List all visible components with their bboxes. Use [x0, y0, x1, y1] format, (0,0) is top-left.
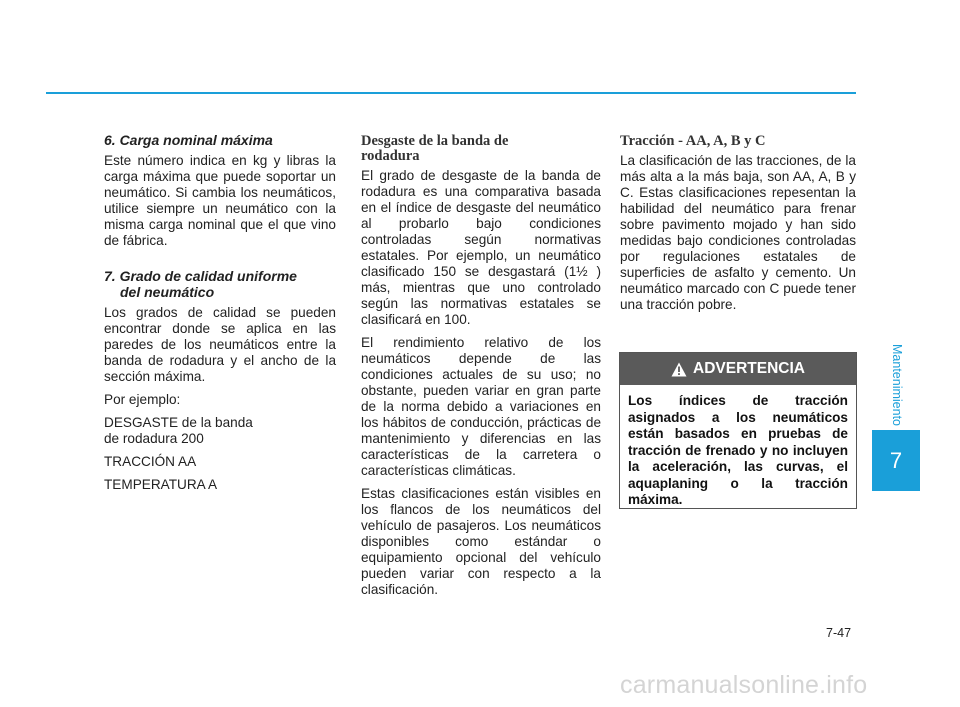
column-middle	[361, 134, 601, 605]
warning-box	[619, 352, 857, 509]
watermark-text: carmanualsonline.info	[620, 671, 868, 699]
heading-carga-nominal: 6. Carga nominal máxima	[104, 132, 273, 148]
heading-desgaste: Desgaste de la banda de rodadura	[361, 133, 509, 164]
paragraph-desgaste-2: El rendimiento relativo de los neumáticos depende de las condiciones actuales de su uso; no obstante, pueden variar en gran parte de la norma debido a variaciones en los hábitos de conducción, prácticas de mantenimiento y diferencias en las características de la carretera o características climáticas.	[361, 335, 601, 478]
warning-text: Los índices de tracción asignados a los neumáticos están basados en pruebas de tracción de frenado y no incluyen la aceleración, las curvas, el aquaplaning o la tracción máxima.	[628, 393, 848, 507]
example-line-desgaste: DESGASTE de la banda de rodadura 200	[104, 415, 253, 446]
chapter-tab: 7	[872, 430, 920, 491]
warning-title: ADVERTENCIA	[693, 360, 805, 377]
side-section-label: Mantenimiento	[890, 344, 904, 426]
paragraph-carga-nominal: Este número indica en kg y libras la carga máxima que puede soportar un neumático. Si cambia los neumáticos, utilice siempre un neumático con la misma carga nominal que el que vino de fábrica.	[104, 153, 336, 248]
example-line-temperatura: TEMPERATURA A	[104, 477, 218, 492]
warning-triangle-icon	[671, 362, 687, 377]
example-line-traccion: TRACCIÓN AA	[104, 454, 197, 469]
paragraph-traccion: La clasificación de las tracciones, de la más alta a la más baja, son AA, A, B y C. Estas clasificaciones repesentan la habilidad del neumático para frenar sobre pavimento mojado y han sido medidas bajo condiciones controladas por regulaciones estatales de superficies de asfalto y cemento. Un neumático marcado con C puede tener una tracción pobre.	[620, 153, 856, 312]
header-rule	[46, 92, 856, 94]
paragraph-desgaste-3: Estas clasificaciones están visibles en los flancos de los neumáticos del vehículo de pasajeros. Los neumáticos disponibles como estándar o equipamiento opcional del vehículo pueden variar con respecto a la clasificación.	[361, 486, 601, 597]
heading-grado-calidad: 7. Grado de calidad uniforme del neumático	[104, 268, 297, 300]
warning-header	[620, 353, 856, 385]
column-left	[104, 132, 336, 493]
paragraph-ejemplo: Por ejemplo:	[104, 392, 181, 407]
paragraph-desgaste-1: El grado de desgaste de la banda de rodadura es una comparativa basada en el índice de desgaste del neumático al probarlo bajo condiciones controladas según normativas estatales. Por ejemplo, un neumático clasificado 150 se desgastará (1½ ) más, mientras que uno controlado según las normativas estatales se clasificará en 100.	[361, 168, 601, 327]
paragraph-grado-calidad: Los grados de calidad se pueden encontrar donde se aplica en las paredes de los neumáticos entre la banda de rodadura y el ancho de la sección máxima.	[104, 305, 336, 384]
heading-traccion: Tracción - AA, A, B y C	[620, 133, 766, 149]
column-right	[620, 134, 856, 320]
page-number: 7-47	[826, 626, 852, 640]
